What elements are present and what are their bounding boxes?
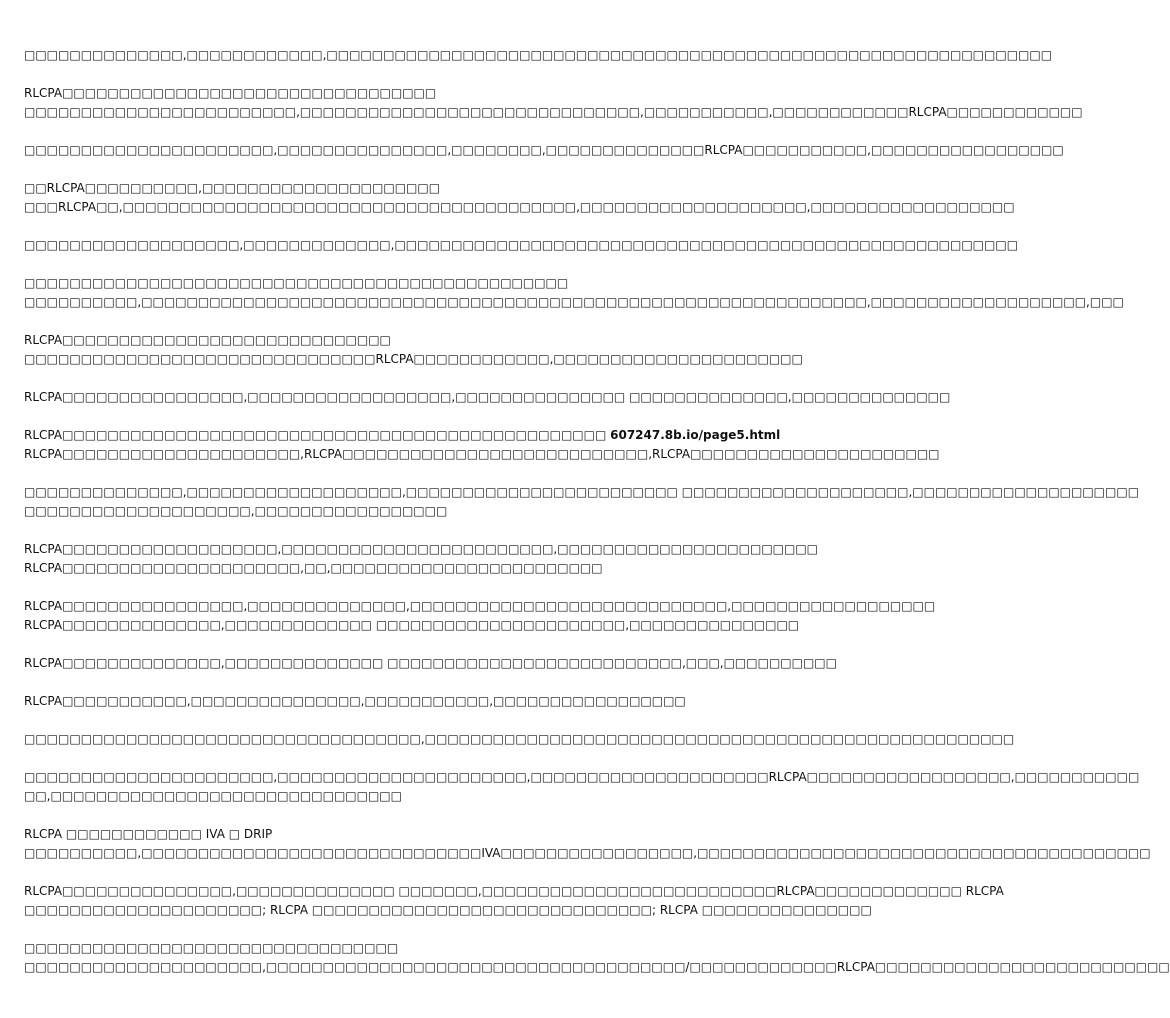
text-line: RLCPA□□□□□□□□□□□,□□□□□□□□□□□□□□□,□□□□□□□□□□□,□□□□□□□□□□□□□□□□□ xyxy=(24,694,686,708)
paragraph xyxy=(24,331,803,369)
paragraph xyxy=(24,141,1064,160)
text-line: □□□□□□□□□□□□□□,□□□□□□□□□□□□□□□□□□□,□□□□□□□□□□□□□□□□□□□□□□□□ □□□□□□□□□□□□□□□□□□□□,□□□□□□□□□□□□□□□□□□□□ xyxy=(24,485,1140,499)
text-line xyxy=(24,426,781,445)
paragraph xyxy=(24,768,1140,806)
text-line: □□,□□□□□□□□□□□□□□□□□□□□□□□□□□□□□□□ xyxy=(24,789,402,803)
paragraph xyxy=(24,825,1151,863)
text-line: □□□□□□□□□□,□□□□□□□□□□□□□□□□□□□□□□□□□□□□□□IVA□□□□□□□□□□□□□□□□□,□□□□□□□□□□□□□□□□□□□□□□□□□□□□□□□□□□□□□□□□ xyxy=(24,846,1151,860)
paragraph xyxy=(24,939,1170,977)
text-line: RLCPA□□□□□□□□□□□□□□□□□□□□□□□□□□□□□ xyxy=(24,333,391,347)
text-line: RLCPA□□□□□□□□□□□□□□□□□□□□□,RLCPA□□□□□□□□□□□□□□□□□□□□□□□□□□□,RLCPA□□□□□□□□□□□□□□□□□□□□□□ xyxy=(24,447,940,461)
text-line: RLCPA□□□□□□□□□□□□□□□□□□□□□,□□,□□□□□□□□□□□□□□□□□□□□□□□□ xyxy=(24,561,603,575)
text-line: □□□□□□□□□□□□□□,□□□□□□□□□□□□,□□□□□□□□□□□□□□□□□□□□□□□□□□□□□□□□□□□□□□□□□□□□□□□□□□□□□□□□□□□□□□□□ xyxy=(24,48,1053,62)
text-line: □□□□□□□□□□□□□□□□□□□□□□□□,□□□□□□□□□□□□□□□□□□□□□□□□□□□□□□,□□□□□□□□□□□,□□□□□□□□□□□□RLCPA□□□□□□□□□□□□ xyxy=(24,105,1083,119)
text-segment: RLCPA□□□□□□□□□□□□□□□□□□□□□□□□□□□□□□□□□□□□□□□□□□□□□□□□ xyxy=(24,428,611,442)
paragraph xyxy=(24,274,1124,312)
text-line: □□RLCPA□□□□□□□□□□,□□□□□□□□□□□□□□□□□□□□□ xyxy=(24,181,441,195)
text-line: □□□□□□□□□□□□□□□□□□□□□□□□□□□□□□□RLCPA□□□□□□□□□□□□,□□□□□□□□□□□□□□□□□□□□□□ xyxy=(24,352,803,366)
text-line: □□□□□□□□□□□□□□□□□□□□□□□□□□□□□□□□□ xyxy=(24,941,399,955)
text-line: □□□□□□□□□□□□□□□□□□□□,□□□□□□□□□□□□□□□□□ xyxy=(24,504,448,518)
text-line: RLCPA□□□□□□□□□□□□□□,□□□□□□□□□□□□□ □□□□□□□□□□□□□□□□□□□□□□,□□□□□□□□□□□□□□□ xyxy=(24,618,800,632)
text-line: □□□□□□□□□□□□□□□□□□□□□,□□□□□□□□□□□□□□□□□□□□□□□□□□□□□□□□□□□□□/□□□□□□□□□□□□□RLCPA□□□□□□□□□□□□□□□□□□□□□□□□□□ xyxy=(24,960,1170,974)
page-link[interactable]: 607247.8b.io/page5.html xyxy=(610,428,781,442)
text-line: □□□□□□□□□□□□□□□□□□□□□□□□□□□□□□□□□□□□□□□□□□□□□□□□ xyxy=(24,276,569,290)
text-line: RLCPA□□□□□□□□□□□□□□□□,□□□□□□□□□□□□□□□□□□,□□□□□□□□□□□□□□□ □□□□□□□□□□□□□□,□□□□□□□□□□□□□□ xyxy=(24,390,951,404)
paragraph xyxy=(24,654,837,673)
paragraph xyxy=(24,540,819,578)
text-line: □□□□□□□□□□□□□□□□□□□□□□,□□□□□□□□□□□□□□□□□□□□□□,□□□□□□□□□□□□□□□□□□□□□RLCPA□□□□□□□□□□□□□□□□□□,□□□□□□□□□□□ xyxy=(24,770,1140,784)
paragraph xyxy=(24,882,1004,920)
paragraph xyxy=(24,597,936,635)
paragraph xyxy=(24,426,940,464)
text-line: □□□□□□□□□□□□□□□□□□□,□□□□□□□□□□□□□,□□□□□□□□□□□□□□□□□□□□□□□□□□□□□□□□□□□□□□□□□□□□□□□□□□□□□□□ xyxy=(24,238,1019,252)
text-line: □□□□□□□□□□□□□□□□□□□□□; RLCPA □□□□□□□□□□□□□□□□□□□□□□□□□□□□□□; RLCPA □□□□□□□□□□□□□□□ xyxy=(24,903,872,917)
text-line: RLCPA□□□□□□□□□□□□□□□□□□□□□□□□□□□□□□□□□ xyxy=(24,86,437,100)
paragraph xyxy=(24,483,1140,521)
text-line: □□□□□□□□□□□□□□□□□□□□□□,□□□□□□□□□□□□□□□,□□□□□□□□,□□□□□□□□□□□□□□RLCPA□□□□□□□□□□□,□□□□□□□□□□□□□□□□□ xyxy=(24,143,1064,157)
document-body xyxy=(24,46,1170,996)
paragraph xyxy=(24,388,951,407)
text-line: RLCPA □□□□□□□□□□□□ IVA □ DRIP xyxy=(24,827,273,841)
text-line: □□□□□□□□□□,□□□□□□□□□□□□□□□□□□□□□□□□□□□□□□□□□□□□□□□□□□□□□□□□□□□□□□□□□□□□□□□□,□□□□□□□□□□□□□□□□□□□,□□□ xyxy=(24,295,1124,309)
paragraph xyxy=(24,179,1015,217)
paragraph xyxy=(24,236,1019,255)
paragraph xyxy=(24,730,1015,749)
text-line: RLCPA□□□□□□□□□□□□□□□□□□□,□□□□□□□□□□□□□□□□□□□□□□□□,□□□□□□□□□□□□□□□□□□□□□□□ xyxy=(24,542,819,556)
text-line: □□□□□□□□□□□□□□□□□□□□□□□□□□□□□□□□□□□,□□□□□□□□□□□□□□□□□□□□□□□□□□□□□□□□□□□□□□□□□□□□□□□□□□□□ xyxy=(24,732,1015,746)
text-line: □□□RLCPA□□,□□□□□□□□□□□□□□□□□□□□□□□□□□□□□□□□□□□□□□□□,□□□□□□□□□□□□□□□□□□□□,□□□□□□□□□□□□□□□□□□ xyxy=(24,200,1015,214)
paragraph xyxy=(24,692,696,711)
text-line: RLCPA□□□□□□□□□□□□□□□,□□□□□□□□□□□□□□ □□□□□□□,□□□□□□□□□□□□□□□□□□□□□□□□□□RLCPA□□□□□□□□□□□□□ RLCPA xyxy=(24,884,1004,898)
paragraph xyxy=(24,84,1083,122)
text-line: RLCPA□□□□□□□□□□□□□□,□□□□□□□□□□□□□□ □□□□□□□□□□□□□□□□□□□□□□□□□□,□□□,□□□□□□□□□□ xyxy=(24,656,837,670)
paragraph xyxy=(24,46,1053,65)
text-line: RLCPA□□□□□□□□□□□□□□□□,□□□□□□□□□□□□□□,□□□□□□□□□□□□□□□□□□□□□□□□□□□□,□□□□□□□□□□□□□□□□□□ xyxy=(24,599,936,613)
